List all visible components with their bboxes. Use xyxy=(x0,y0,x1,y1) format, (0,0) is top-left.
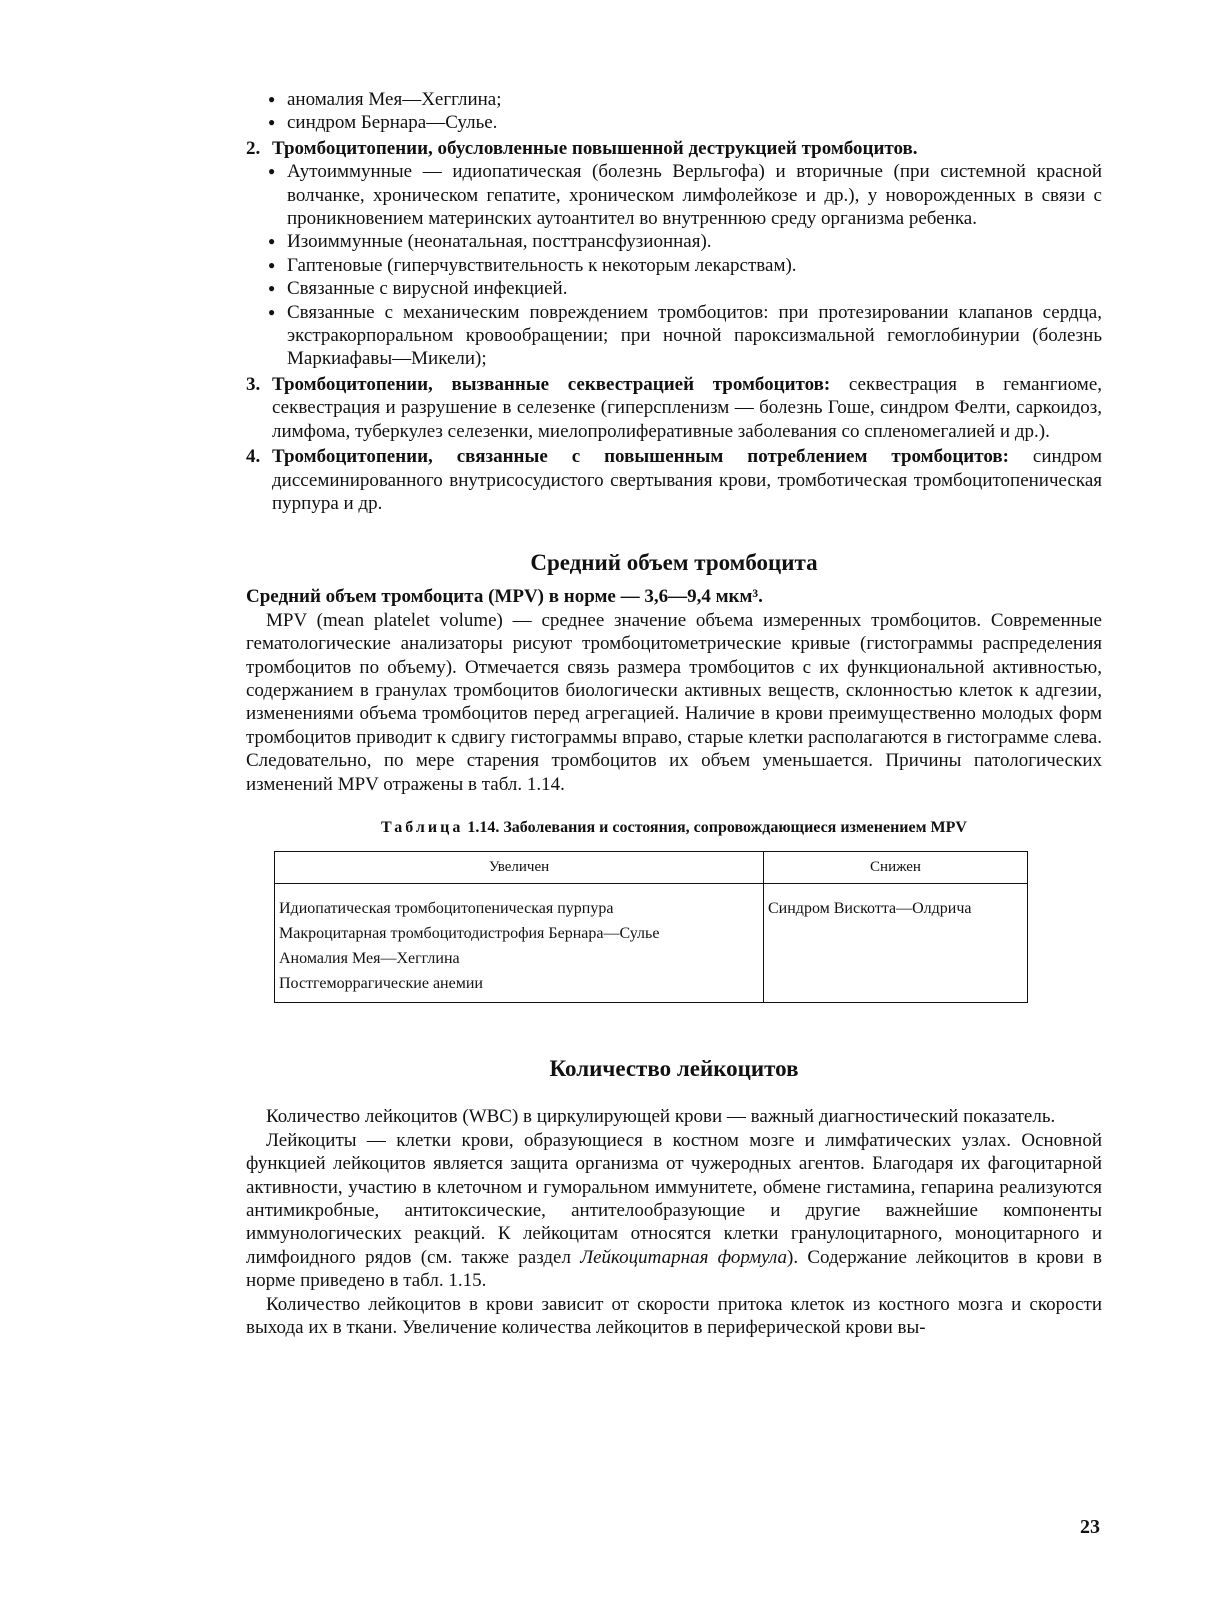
wbc-p2-text-end: ). Содержание лейкоцитов в крови в норме приведено в табл. 1.15. xyxy=(246,1246,1102,1292)
list-item: ● Аутоиммунные — идиопатическая (болезнь Верльгофа) и вторичные (при системной красной волчанке, хроническом гепатите, хроническом лимфолейкозе и др.), у новорожденных в связи с проникновением материнских аутоантител во внутреннюю среду организма ребенка. xyxy=(266,160,1102,230)
wbc-paragraph-3: Количество лейкоцитов в крови зависит от скорости притока клеток из костного мозга и скорости выхода их в ткани. Увеличение количества лейкоцитов в периферической крови вы- xyxy=(246,1293,1102,1339)
table-cell-increased xyxy=(275,884,764,1003)
mpv-table xyxy=(274,851,1028,1003)
table-caption-label: Таблица xyxy=(381,818,464,836)
wbc-p2-text: Лейкоциты — клетки крови, образующиеся в костном мозге и лимфатических узлах. Основной функцией лейкоцитов является защита организма от чужеродных агентов. Благодаря их фагоцитарной активности, участию в клеточном и гуморальном иммунитете, обмене гистамина, гепарина реализуются антимикробные, антитоксические, антителообразующие и другие важнейшие компоненты иммунологических реакций. К лейкоцитам относятся клетки гранулоцитарного, моноцитарного и лимфоидного рядов (см. также раздел xyxy=(246,1129,1102,1268)
table-caption-text: 1.14. Заболевания и состояния, сопровождающиеся изменением MPV xyxy=(463,818,967,836)
table-header-increased: Увеличен xyxy=(275,852,764,884)
list-item: ● аномалия Мея—Хегглина; xyxy=(266,88,1102,111)
wbc-paragraph-1: Количество лейкоцитов (WBC) в циркулирующей крови — важный диагностический показатель. xyxy=(266,1106,1056,1128)
page-number: 23 xyxy=(1080,1516,1100,1538)
page-content xyxy=(246,88,1102,1339)
table-cell-line: Идиопатическая тромбоцитопеническая пурпура xyxy=(279,900,614,918)
wbc-paragraph-2 xyxy=(246,1129,1102,1293)
table-cell-line: Постгеморрагические анемии xyxy=(279,975,483,993)
item2-bullet-list xyxy=(246,160,1102,371)
table-cell-line: Синдром Вискотта—Олдрича xyxy=(768,900,972,918)
numbered-item-2 xyxy=(246,137,1102,160)
section-heading-wbc: Количество лейкоцитов xyxy=(549,1056,799,1082)
table-cell-line: Макроцитарная тромбоцитодистрофия Бернара—Сулье xyxy=(279,925,660,943)
table-header-decreased: Снижен xyxy=(764,852,1028,884)
item-title: Тромбоцитопении, обусловленные повышенной деструкцией тромбоцитов. xyxy=(272,137,918,159)
section-heading-mpv: Средний объем тромбоцита xyxy=(530,550,818,576)
list-item: ● синдром Бернара—Сулье. xyxy=(266,111,1102,134)
top-bullet-list xyxy=(246,88,1102,135)
item-number: 2. xyxy=(246,137,261,159)
list-item: ● Изоиммунные (неонатальная, посттрансфузионная). xyxy=(266,230,1102,253)
list-item: ● Связанные с механическим повреждением тромбоцитов: при протезировании клапанов сердца, экстракорпоральном кровообращении; при ночной пароксизмальной гемоглобинурии (болезнь Маркиафавы—Микели); xyxy=(266,301,1102,371)
wbc-p2-italic: Лейкоцитарная формула xyxy=(580,1246,788,1268)
table-row xyxy=(275,884,1028,1003)
mpv-norm-line: Средний объем тромбоцита (MPV) в норме — 3,6—9,4 мкм³. xyxy=(246,586,763,608)
mpv-paragraph: MPV (mean platelet volume) — среднее значение объема измеренных тромбоцитов. Современные гематологические анализаторы рисуют тромбоцитометрические кривые (гистограммы распределения тромбоцитов по объему). Отмечается связь размера тромбоцитов с их функциональной активностью, содержанием в гранулах тромбоцитов биологически активных веществ, склонностью клеток к адгезии, изменениями объема тромбоцитов перед агрегацией. Наличие в крови преимущественно молодых форм тромбоцитов приводит к сдвигу гистограммы вправо, старые клетки располагаются в гистограмме слева. Следовательно, по мере старения тромбоцитов их объем уменьшается. Причины патологических изменений MPV отражены в табл. 1.14. xyxy=(246,609,1102,795)
table-caption xyxy=(246,816,1102,839)
list-item: ● Гаптеновые (гиперчувствительность к некоторым лекарствам). xyxy=(266,254,1102,277)
item-text: секвестрация в гемангиоме, секвестрация и разрушение в селезенке (гиперспленизм — болезнь Гоше, синдром Фелти, саркоидоз, лимфома, туберкулез селезенки, миелопролиферативные заболевания со спленомегалией и др.). xyxy=(272,373,1102,442)
item-title: Тромбоцитопении, вызванные секвестрацией тромбоцитов: xyxy=(272,373,831,395)
numbered-item-3 xyxy=(246,373,1102,443)
numbered-item-4 xyxy=(246,445,1102,515)
list-item: ● Связанные с вирусной инфекцией. xyxy=(266,277,1102,300)
table-cell-line: Аномалия Мея—Хегглина xyxy=(279,950,460,968)
item-title: Тромбоцитопении, связанные с повышенным потреблением тромбоцитов: xyxy=(272,446,1009,468)
item-number: 3. xyxy=(246,373,261,395)
item-text: синдром диссеминированного внутрисосудистого свертывания крови, тромботическая тромбоцитопеническая пурпура и др. xyxy=(272,446,1102,514)
item-number: 4. xyxy=(246,446,261,468)
table-cell-decreased xyxy=(764,884,1028,1003)
